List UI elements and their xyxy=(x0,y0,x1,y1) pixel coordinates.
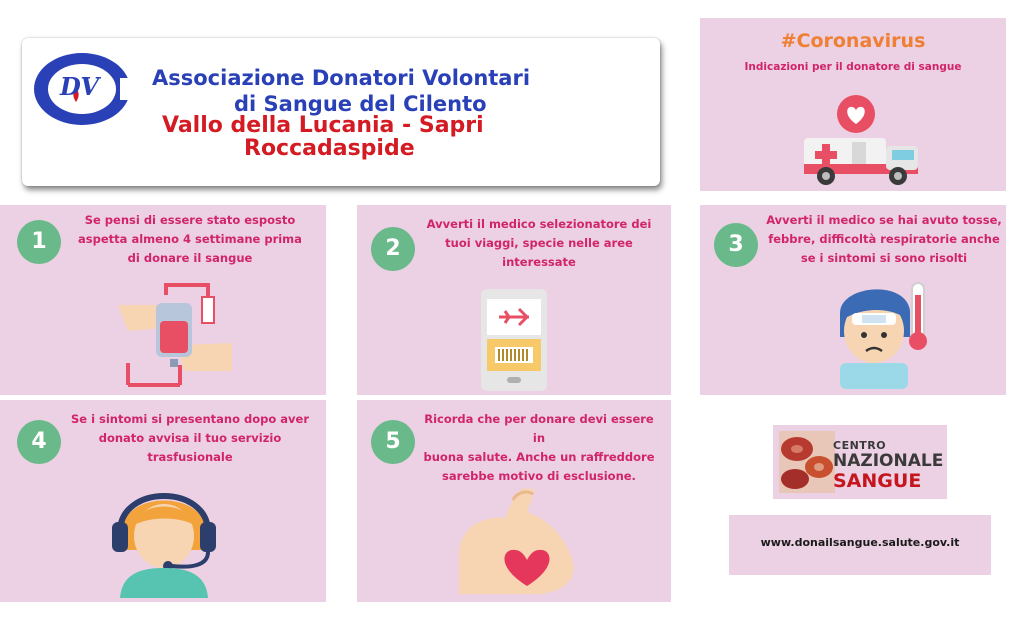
website-link[interactable]: www.donailsangue.salute.gov.it xyxy=(760,536,960,549)
ambulance-icon xyxy=(800,92,925,188)
step-2-text xyxy=(419,215,659,272)
step-2-line-1: Avverti il medico selezionatore dei xyxy=(426,217,652,231)
step-2-line-2: tuoi viaggi, specie nelle aree xyxy=(445,236,633,250)
step-1-panel xyxy=(0,205,326,395)
step-3-panel xyxy=(700,205,1006,395)
step-1-line-1: Se pensi di essere stato esposto xyxy=(84,213,296,227)
coronavirus-panel xyxy=(700,18,1006,191)
blood-bag-hands-icon xyxy=(110,277,240,395)
step-3-line-3: se i sintomi si sono risolti xyxy=(800,251,968,265)
centro-nazionale-sangue-logo xyxy=(773,425,947,499)
step-4-panel xyxy=(0,400,326,602)
blood-cells-icon xyxy=(779,431,835,493)
coronavirus-title: #Coronavirus xyxy=(780,30,926,52)
step-2-panel xyxy=(357,205,671,395)
coronavirus-subtitle: Indicazioni per il donatore di sangue xyxy=(744,61,962,73)
strong-arm-heart-icon xyxy=(455,482,585,594)
step-5-number-badge: 5 xyxy=(371,420,415,464)
step-5-text xyxy=(419,410,659,486)
association-header xyxy=(22,38,660,186)
step-5-line-3: sarebbe motivo di esclusione. xyxy=(442,469,636,483)
location-line2: Roccadaspide xyxy=(244,136,415,161)
step-1-text xyxy=(70,211,310,268)
cns-line2: NAZIONALE xyxy=(833,451,944,471)
step-4-line-3: trasfusionale xyxy=(147,450,233,464)
step-4-number-badge: 4 xyxy=(17,420,61,464)
step-5-line-2: buona salute. Anche un raffreddore xyxy=(423,450,655,464)
sick-person-thermometer-icon xyxy=(826,279,936,389)
step-1-number-badge: 1 xyxy=(17,220,61,264)
logo-letters: DV xyxy=(60,72,100,101)
cns-line1: CENTRO xyxy=(833,439,887,452)
headset-operator-icon xyxy=(110,480,218,598)
step-1-line-2: aspetta almeno 4 settimane prima xyxy=(78,232,302,246)
phone-flight-ticket-icon xyxy=(479,287,549,393)
step-3-line-1: Avverti il medico se hai avuto tosse, xyxy=(766,213,1002,227)
step-5-panel xyxy=(357,400,671,602)
step-2-line-3: interessate xyxy=(502,255,576,269)
step-4-line-1: Se i sintomi si presentano dopo aver xyxy=(70,412,309,426)
location-line1: Vallo della Lucania - Sapri xyxy=(162,113,484,138)
step-3-text xyxy=(764,211,1004,268)
step-4-text xyxy=(70,410,310,467)
step-3-line-2: febbre, difficoltà respiratorie anche xyxy=(768,232,1000,246)
website-card xyxy=(729,515,991,575)
step-5-line-1: Ricorda che per donare devi essere in xyxy=(424,412,654,445)
step-3-number-badge: 3 xyxy=(714,223,758,267)
association-name-line1: Associazione Donatori Volontari xyxy=(152,66,531,90)
step-1-line-3: di donare il sangue xyxy=(127,251,253,265)
step-2-number-badge: 2 xyxy=(371,227,415,271)
cns-text xyxy=(833,439,943,491)
association-name-line2: di Sangue del Cilento xyxy=(234,92,487,116)
step-4-line-2: donato avvisa il tuo servizio xyxy=(98,431,282,445)
cns-line3: SANGUE xyxy=(833,470,922,492)
